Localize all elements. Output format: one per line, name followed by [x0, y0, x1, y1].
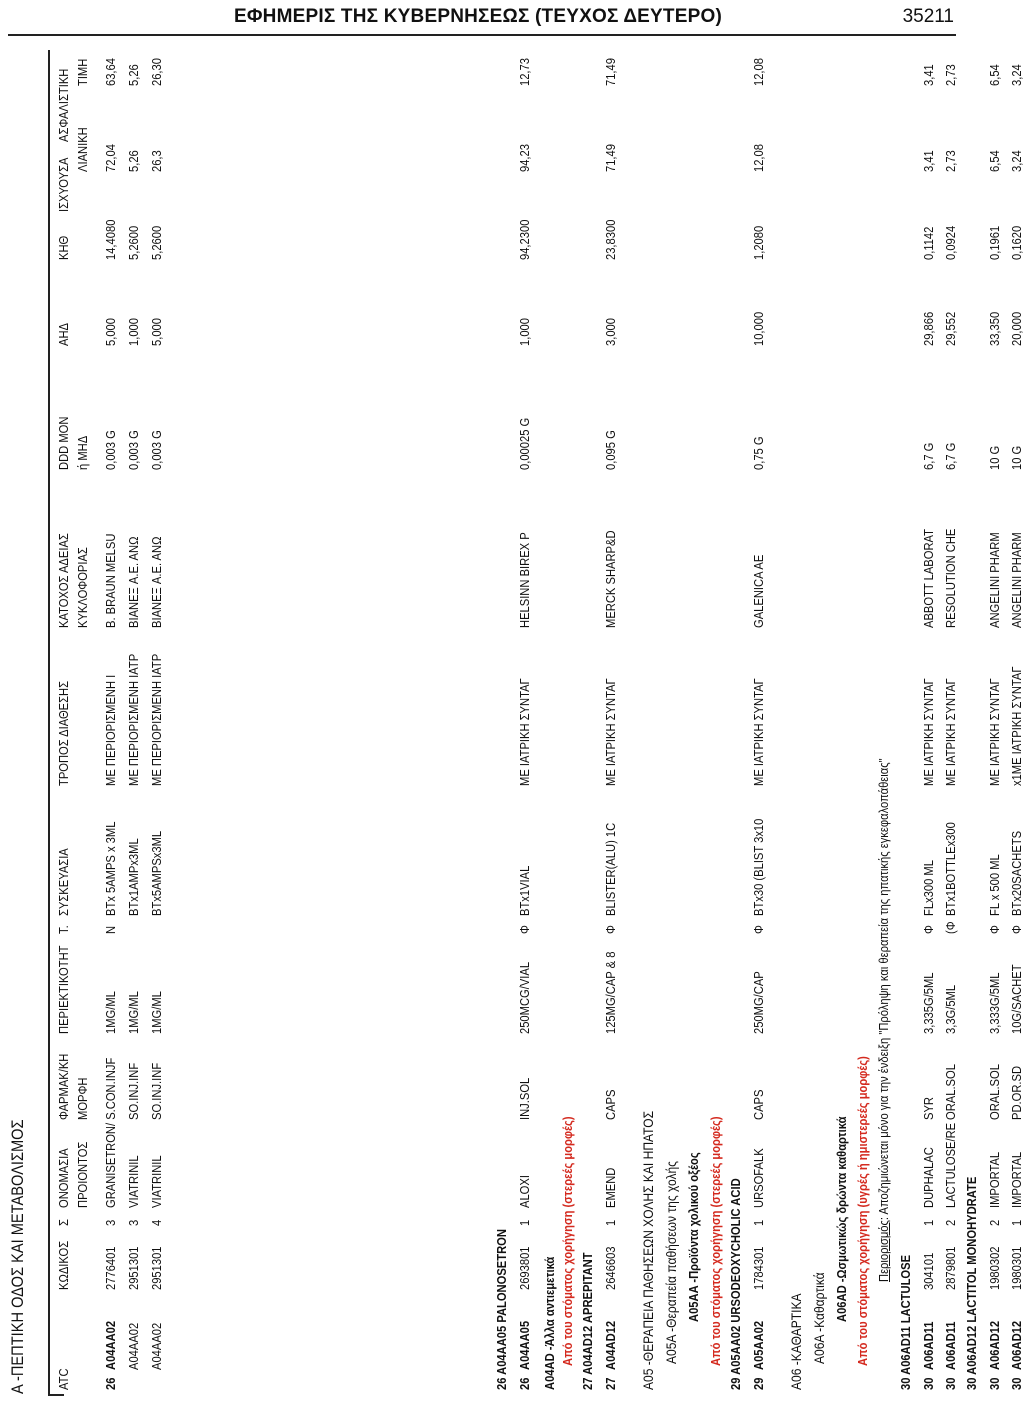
- row-5-ins: 12,08: [751, 58, 766, 86]
- row-8-s: 2: [987, 1219, 1002, 1226]
- row-5-ddd: 0,75 G: [751, 436, 766, 470]
- row-3-pack: BTx1VIAL: [517, 865, 532, 916]
- row-2-strength: 1MG/ML: [149, 991, 164, 1034]
- row-3-ins: 12,73: [517, 58, 532, 86]
- heading-a04ad: A04AD -Άλλα αντιεμετικά: [542, 1256, 557, 1390]
- row-5-strength: 250MG/CAP: [751, 971, 766, 1034]
- row-5-ahd: 10,000: [751, 311, 766, 346]
- row-8-pack: FL x 500 ML: [987, 854, 1002, 916]
- row-8-ins: 6,54: [987, 64, 1002, 86]
- col-disposal: ΤΡΟΠΟΣ ΔΙΑΘΕΣΗΣ: [56, 680, 71, 786]
- group-lactitol: 30 A06AD12 LACTITOL MONOHYDRATE: [964, 1176, 979, 1390]
- row-7-ins: 2,73: [943, 64, 958, 86]
- row-7-code: 2879801: [943, 1246, 958, 1290]
- row-2-ins: 26,30: [149, 58, 164, 86]
- row-4-ins: 71,49: [603, 58, 618, 86]
- row-0-ahd: 5,000: [103, 318, 118, 346]
- col-name-2: ΠΡΟΙΟΝΤΟΣ: [75, 1141, 90, 1208]
- col-ahd: ΑΗΔ: [56, 322, 71, 346]
- row-2-pack: BTx5AMPSx3ML: [149, 830, 164, 916]
- row-6-disposal: ΜΕ ΙΑΤΡΙΚΗ ΣΥΝΤΑΓ: [921, 678, 936, 786]
- col-ddd: DDD MON: [56, 416, 71, 470]
- col-form: ΦΑΡΜΑΚ/ΚΗ: [56, 1053, 71, 1120]
- row-1-strength: 1MG/ML: [126, 991, 141, 1034]
- heading-oral-solid-1: Από του στόματος χορήγηση (στερεές μορφές): [560, 1116, 575, 1366]
- row-6-code: 304101: [921, 1252, 936, 1290]
- row-7-t: (Φ: [943, 921, 958, 934]
- col-code: ΚΩΔΙΚΟΣ: [56, 1240, 71, 1290]
- row-0-pack: BTx 5AMPS x 3ML: [103, 821, 118, 916]
- row-1-s: 3: [126, 1219, 141, 1226]
- row-5-disposal: ΜΕ ΙΑΤΡΙΚΗ ΣΥΝΤΑΓ: [751, 678, 766, 786]
- heading-a06a: A06A -Καθαρτικά: [811, 1272, 827, 1364]
- row-6-pack: FLx300 ML: [921, 860, 936, 916]
- row-4-atc: A04AD12: [603, 1320, 618, 1370]
- rotated-price-table: [0, 44, 1024, 1404]
- row-8-ahd: 33,350: [987, 311, 1002, 346]
- row-3-holder: HELSINN BIREX P: [517, 532, 532, 628]
- row-9-atc: A06AD12: [1009, 1320, 1024, 1370]
- row-5-code: 1784301: [751, 1246, 766, 1290]
- row-0-num: 26: [103, 1377, 118, 1390]
- row-6-ahd: 29,866: [921, 311, 936, 346]
- row-6-strength: 3,335G/5ML: [921, 972, 936, 1034]
- row-7-s: 2: [943, 1219, 958, 1226]
- col-pack: ΣΥΣΚΕΥΑΣΙΑ: [56, 848, 71, 916]
- row-5-holder: GALENICA AE: [751, 554, 766, 628]
- row-2-s: 4: [149, 1219, 164, 1226]
- row-7-ahd: 29,552: [943, 311, 958, 346]
- row-0-code: 2776401: [103, 1246, 118, 1290]
- row-3-ddd: 0,00025 G: [517, 417, 532, 470]
- heading-a05a: A05A -Θεραπεία παθήσεων της χολής: [663, 1161, 679, 1364]
- row-0-strength: 1MG/ML: [103, 991, 118, 1034]
- row-1-khth: 5,2600: [126, 225, 141, 260]
- col-form-2: ΜΟΡΦΗ: [75, 1077, 90, 1120]
- row-5-s: 1: [751, 1219, 766, 1226]
- row-6-khth: 0,1142: [921, 226, 936, 260]
- row-7-khth: 0,0924: [943, 225, 958, 260]
- column-header-left-rule: [48, 1395, 64, 1397]
- row-3-disposal: ΜΕ ΙΑΤΡΙΚΗ ΣΥΝΤΑΓ: [517, 678, 532, 786]
- row-9-khth: 0,1620: [1009, 225, 1024, 260]
- row-4-s: 1: [603, 1219, 618, 1226]
- group-aprepitant: 27 A04AD12 APREPITANT: [580, 1252, 595, 1390]
- row-0-holder: B. BRAUN MELSU: [103, 533, 118, 628]
- row-6-retail: 3,41: [921, 150, 936, 172]
- row-0-ins: 63,64: [103, 58, 118, 86]
- row-2-khth: 5,2600: [149, 225, 164, 260]
- row-6-holder: ABBOTT LABORAT: [921, 529, 936, 628]
- row-7-ddd: 6,7 G: [943, 442, 958, 470]
- row-3-strength: 250MCG/VIAL: [517, 961, 532, 1034]
- row-4-pack: BLISTER(ALU) 1C: [603, 822, 618, 916]
- row-0-name: GRANISETRON/ S.CON.INJF: [103, 1057, 118, 1208]
- row-3-s: 1: [517, 1219, 532, 1226]
- row-2-holder: BIANEΞ A.E. ANΩ: [149, 536, 164, 628]
- group-lactulose: 30 A06AD11 LACTULOSE: [898, 1254, 913, 1390]
- col-s: Σ: [56, 1219, 71, 1226]
- row-4-num: 27: [603, 1377, 618, 1390]
- col-ins-2: ΤΙΜΗ: [75, 58, 90, 86]
- row-1-holder: BIANEΞ A.E. ANΩ: [126, 536, 141, 628]
- row-8-holder: ANGELINI PHARM: [987, 532, 1002, 628]
- row-0-khth: 14,4080: [103, 219, 118, 260]
- restriction-text: : Αποζημιώνεται μόνο για την ένδειξη "Πρόληψη και θεραπεία της ηπατικής εγκεφαλοπάθειας": [876, 758, 891, 1221]
- row-8-atc: A06AD12: [987, 1320, 1002, 1370]
- row-0-retail: 72,04: [103, 144, 118, 172]
- row-9-num: 30: [1009, 1377, 1024, 1390]
- row-2-retail: 26,3: [149, 150, 164, 172]
- page-header-title: ΕΦΗΜΕΡΙΣ ΤΗΣ ΚΥΒΕΡΝΗΣΕΩΣ (ΤΕΥΧΟΣ ΔΕΥΤΕΡΟ): [234, 6, 722, 27]
- heading-oral-liquid: Από του στόματος χορήγηση (υγρές ή ημιστερεές μορφές): [855, 1056, 870, 1366]
- row-9-code: 1980301: [1009, 1246, 1024, 1290]
- row-2-disposal: ΜΕ ΠΕΡΙΟΡΙΣΜΕΝΗ ΙΑΤΡ: [149, 653, 164, 786]
- row-4-name: EMEND: [603, 1167, 618, 1208]
- row-4-ddd: 0,095 G: [603, 430, 618, 470]
- row-1-name: VIATRINIL: [126, 1155, 141, 1208]
- column-header-top-rule: [48, 50, 50, 1396]
- row-9-strength: 10G/SACHET: [1009, 964, 1024, 1034]
- row-7-retail: 2,73: [943, 150, 958, 172]
- row-5-retail: 12,08: [751, 144, 766, 172]
- row-5-t: Φ: [751, 925, 766, 934]
- col-atc: ATC: [56, 1368, 71, 1390]
- row-9-ddd: 10 G: [1009, 445, 1024, 470]
- row-7-num: 30: [943, 1377, 958, 1390]
- row-4-disposal: ΜΕ ΙΑΤΡΙΚΗ ΣΥΝΤΑΓ: [603, 678, 618, 786]
- row-9-s: 1: [1009, 1219, 1024, 1226]
- col-name: ΟΝΟΜΑΣΙΑ: [56, 1148, 71, 1208]
- row-9-pack: BTx20SACHETS: [1009, 830, 1024, 916]
- row-8-num: 30: [987, 1377, 1002, 1390]
- row-3-name: ALOXI: [517, 1175, 532, 1208]
- row-7-atc: A06AD11: [943, 1321, 958, 1370]
- row-6-t: Φ: [921, 925, 936, 934]
- row-1-pack: BTx1AMPx3ML: [126, 838, 141, 916]
- col-khth: ΚΗΘ: [56, 235, 71, 260]
- col-ddd-2: ή ΜΗΔ: [75, 435, 90, 470]
- row-7-holder: RESOLUTION CHE: [943, 528, 958, 628]
- row-3-retail: 94,23: [517, 144, 532, 172]
- section-title: A -ΠΕΠΤΙΚΗ ΟΔΟΣ ΚΑΙ ΜΕΤΑΒΟΛΙΣΜΟΣ: [8, 1119, 27, 1394]
- row-8-t: Φ: [987, 925, 1002, 934]
- row-4-strength: 125MG/CAP & 8: [603, 951, 618, 1034]
- row-6-num: 30: [921, 1377, 936, 1390]
- row-3-khth: 94,2300: [517, 219, 532, 260]
- row-1-atc: A04AA02: [126, 1322, 141, 1370]
- row-7-strength: 3,3G/5ML: [943, 984, 958, 1034]
- row-1-ddd: 0,003 G: [126, 430, 141, 470]
- row-7-form: ORAL.SOL: [943, 1064, 958, 1120]
- row-3-ahd: 1,000: [517, 318, 532, 346]
- row-8-khth: 0,1961: [987, 225, 1002, 260]
- row-6-form: SYR: [921, 1097, 936, 1120]
- row-9-name: IMPORTAL: [1009, 1151, 1024, 1208]
- row-1-disposal: ΜΕ ΠΕΡΙΟΡΙΣΜΕΝΗ ΙΑΤΡ: [126, 653, 141, 786]
- row-2-form: SO.INJ.INF: [149, 1062, 164, 1120]
- row-5-atc: A05AA02: [751, 1320, 766, 1370]
- group-palonosetron: 26 A04AA05 PALONOSETRON: [494, 1229, 509, 1390]
- row-2-code: 2951301: [149, 1246, 164, 1290]
- row-9-ins: 3,24: [1009, 64, 1024, 86]
- row-1-form: SO.INJ.INF: [126, 1062, 141, 1120]
- heading-a06: A06 -ΚΑΘΑΡΤΙΚΑ: [788, 1293, 804, 1390]
- row-6-ins: 3,41: [921, 64, 936, 86]
- row-0-disposal: ΜΕ ΠΕΡΙΟΡΙΣΜΕΝΗ Ι: [103, 674, 118, 786]
- row-2-atc: A04AA02: [149, 1322, 164, 1370]
- row-4-khth: 23,8300: [603, 219, 618, 260]
- row-9-retail: 3,24: [1009, 150, 1024, 172]
- row-2-name: VIATRINIL: [149, 1155, 164, 1208]
- row-1-code: 2951301: [126, 1246, 141, 1290]
- row-4-holder: MERCK SHARP&D: [603, 530, 618, 628]
- heading-a05aa: A05AA -Προϊόντα χολικού οξέος: [686, 1152, 701, 1322]
- col-valid-2: ΛΙΑΝΙΚΗ: [75, 127, 90, 172]
- row-6-ddd: 6,7 G: [921, 442, 936, 470]
- row-4-form: CAPS: [603, 1089, 618, 1120]
- col-holder: ΚΑΤΟΧΟΣ ΑΔΕΙΑΣ: [56, 533, 71, 628]
- col-ins: ΑΣΦΑΛΙΣΤΙΚΗ: [56, 68, 71, 142]
- col-holder-2: ΚΥΚΛΟΦΟΡΙΑΣ: [75, 547, 90, 628]
- row-8-code: 1980302: [987, 1246, 1002, 1290]
- col-strength: ΠΕΡΙΕΚΤΙΚΟΤΗΤ: [56, 945, 71, 1034]
- row-4-retail: 71,49: [603, 144, 618, 172]
- row-7-pack: BTx1BOTTLEx300: [943, 822, 958, 916]
- row-8-disposal: ΜΕ ΙΑΤΡΙΚΗ ΣΥΝΤΑΓ: [987, 678, 1002, 786]
- row-9-holder: ANGELINI PHARM: [1009, 532, 1024, 628]
- row-5-pack: BTx30 (BLIST 3x10: [751, 818, 766, 916]
- row-6-atc: A06AD11: [921, 1321, 936, 1370]
- row-1-ins: 5,26: [126, 64, 141, 86]
- row-0-t: N: [103, 925, 118, 934]
- row-8-name: IMPORTAL: [987, 1151, 1002, 1208]
- row-4-t: Φ: [603, 925, 618, 934]
- restriction-label: Περιορισμός: [876, 1220, 891, 1282]
- row-2-ahd: 5,000: [149, 318, 164, 346]
- row-5-num: 29: [751, 1377, 766, 1390]
- row-0-atc: A04AA02: [103, 1320, 118, 1370]
- row-1-retail: 5,26: [126, 150, 141, 172]
- row-8-form: ORAL.SOL: [987, 1064, 1002, 1120]
- row-0-ddd: 0,003 G: [103, 430, 118, 470]
- row-8-ddd: 10 G: [987, 445, 1002, 470]
- row-7-disposal: ΜΕ ΙΑΤΡΙΚΗ ΣΥΝΤΑΓ: [943, 678, 958, 786]
- heading-a06ad: A06AD -Ωσμωτικώς δρώντα καθαρτικά: [834, 1116, 849, 1322]
- row-3-num: 26: [517, 1377, 532, 1390]
- row-9-disposal: x1ΜΕ ΙΑΤΡΙΚΗ ΣΥΝΤΑΓ: [1009, 666, 1024, 786]
- row-9-form: PD.OR.SD: [1009, 1065, 1024, 1120]
- row-5-name: URSOFALK: [751, 1148, 766, 1208]
- row-6-name: DUPHALAC: [921, 1147, 936, 1208]
- row-8-strength: 3,333G/5ML: [987, 972, 1002, 1034]
- row-9-t: Φ: [1009, 925, 1024, 934]
- restriction-note: [876, 758, 892, 1282]
- col-valid: ΙΣΧΥΟΥΣΑ: [56, 157, 71, 212]
- row-0-s: 3: [103, 1219, 118, 1226]
- row-6-s: 1: [921, 1219, 936, 1226]
- page-number: 35211: [902, 6, 954, 27]
- row-3-atc: A04AA05: [517, 1320, 532, 1370]
- row-7-name: LACTULOSE/RE: [943, 1122, 958, 1208]
- row-3-t: Φ: [517, 925, 532, 934]
- heading-oral-solid-2: Από του στόματος χορήγηση (στερεές μορφές): [708, 1116, 723, 1366]
- row-1-ahd: 1,000: [126, 318, 141, 346]
- row-5-khth: 1,2080: [751, 225, 766, 260]
- row-3-code: 2693801: [517, 1246, 532, 1290]
- row-2-ddd: 0,003 G: [149, 430, 164, 470]
- group-ursodeoxycholic: 29 A05AA02 URSODEOXYCHOLIC ACID: [728, 1178, 743, 1390]
- header-divider: [8, 34, 956, 36]
- heading-a05: A05 -ΘΕΡΑΠΕΙΑ ΠΑΘΗΣΕΩΝ ΧΟΛΗΣ ΚΑΙ ΗΠΑΤΟΣ: [640, 1110, 656, 1390]
- row-8-retail: 6,54: [987, 150, 1002, 172]
- row-4-ahd: 3,000: [603, 318, 618, 346]
- col-t: Τ.: [56, 925, 71, 934]
- row-3-form: INJ.SOL: [517, 1077, 532, 1120]
- row-5-form: CAPS: [751, 1089, 766, 1120]
- row-4-code: 2646603: [603, 1246, 618, 1290]
- row-9-ahd: 20,000: [1009, 311, 1024, 346]
